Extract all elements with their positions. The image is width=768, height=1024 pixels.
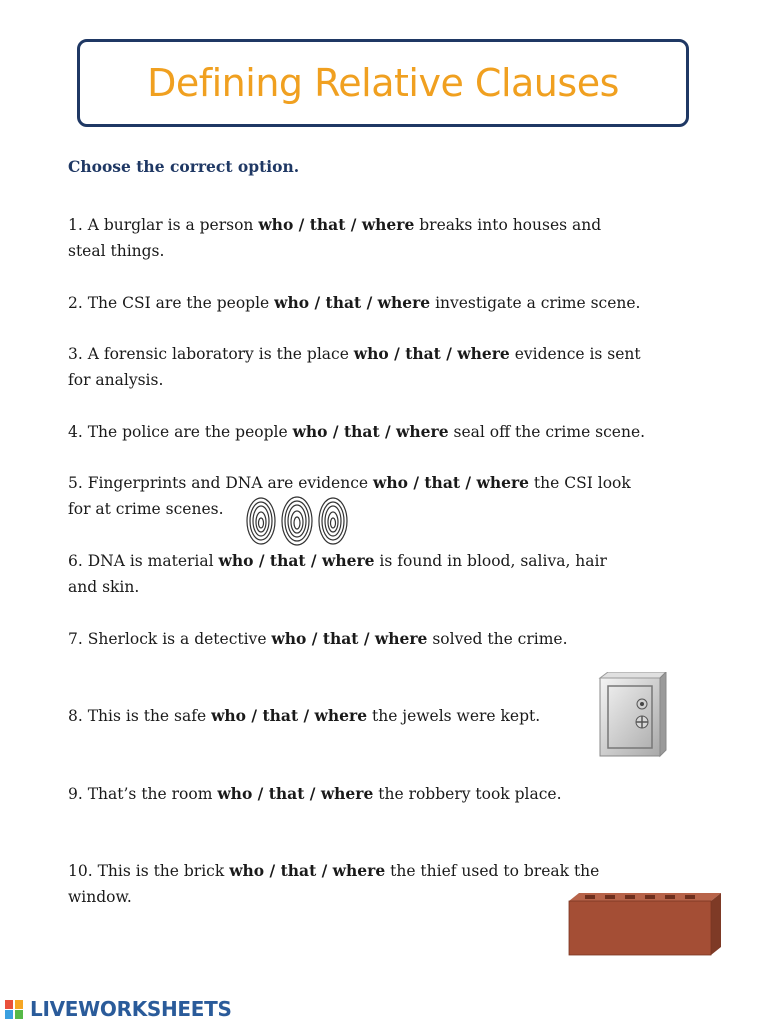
question-continuation: for analysis. (68, 371, 164, 389)
fingerprint-icon (282, 497, 312, 545)
fingerprint-icon (319, 498, 347, 544)
brick-image (565, 893, 723, 957)
title-box (77, 39, 689, 127)
option-choices[interactable]: who / that / where (229, 861, 386, 880)
option-choices[interactable]: who / that / where (271, 629, 428, 648)
question-text-after: the robbery took place. (373, 785, 562, 803)
question-continuation: steal things. (68, 242, 165, 260)
question-text-before: 3. A forensic laboratory is the place (68, 345, 354, 363)
question-text-after: seal off the crime scene. (448, 423, 646, 441)
brand-name[interactable]: LIVEWORKSHEETS (30, 997, 232, 1021)
question-2 (68, 290, 708, 316)
question-3 (68, 341, 708, 393)
question-text-after: breaks into houses and (414, 216, 602, 234)
question-text-after: the CSI look (528, 474, 631, 492)
option-choices[interactable]: who / that / where (274, 293, 431, 312)
question-7 (68, 626, 708, 652)
fingerprints-image (245, 495, 355, 547)
option-choices[interactable]: who / that / where (372, 473, 529, 492)
question-text-before: 5. Fingerprints and DNA are evidence (68, 474, 373, 492)
question-continuation: and skin. (68, 578, 140, 596)
option-choices[interactable]: who / that / where (217, 784, 374, 803)
option-choices[interactable]: who / that / where (211, 706, 368, 725)
question-text-after: investigate a crime scene. (430, 294, 641, 312)
question-text-after: is found in blood, saliva, hair (374, 552, 607, 570)
question-text-before: 7. Sherlock is a detective (68, 630, 272, 648)
question-text-before: 9. That’s the room (68, 785, 218, 803)
page-title: Defining Relative Clauses (147, 61, 619, 105)
question-text-before: 8. This is the safe (68, 707, 212, 725)
question-text-before: 10. This is the brick (68, 862, 230, 880)
question-5 (68, 470, 708, 522)
question-text-before: 1. A burglar is a person (68, 216, 259, 234)
option-choices[interactable]: who / that / where (218, 551, 375, 570)
question-text-after: solved the crime. (427, 630, 568, 648)
question-continuation: window. (68, 888, 132, 906)
question-1 (68, 212, 708, 264)
question-text-before: 4. The police are the people (68, 423, 293, 441)
option-choices[interactable]: who / that / where (353, 344, 510, 363)
question-9 (68, 781, 708, 807)
liveworksheets-logo-icon (4, 998, 26, 1020)
question-text-after: the jewels were kept. (367, 707, 541, 725)
instruction: Choose the correct option. (68, 157, 300, 176)
question-text-before: 6. DNA is material (68, 552, 219, 570)
footer (4, 996, 232, 1022)
question-text-before: 2. The CSI are the people (68, 294, 275, 312)
question-4 (68, 419, 708, 445)
question-text-after: the thief used to break the (385, 862, 600, 880)
question-6 (68, 548, 708, 600)
question-text-after: evidence is sent (509, 345, 641, 363)
option-choices[interactable]: who / that / where (258, 215, 415, 234)
question-continuation: for at crime scenes. (68, 500, 224, 518)
fingerprint-icon (247, 498, 275, 544)
safe-image (598, 672, 668, 760)
option-choices[interactable]: who / that / where (292, 422, 449, 441)
